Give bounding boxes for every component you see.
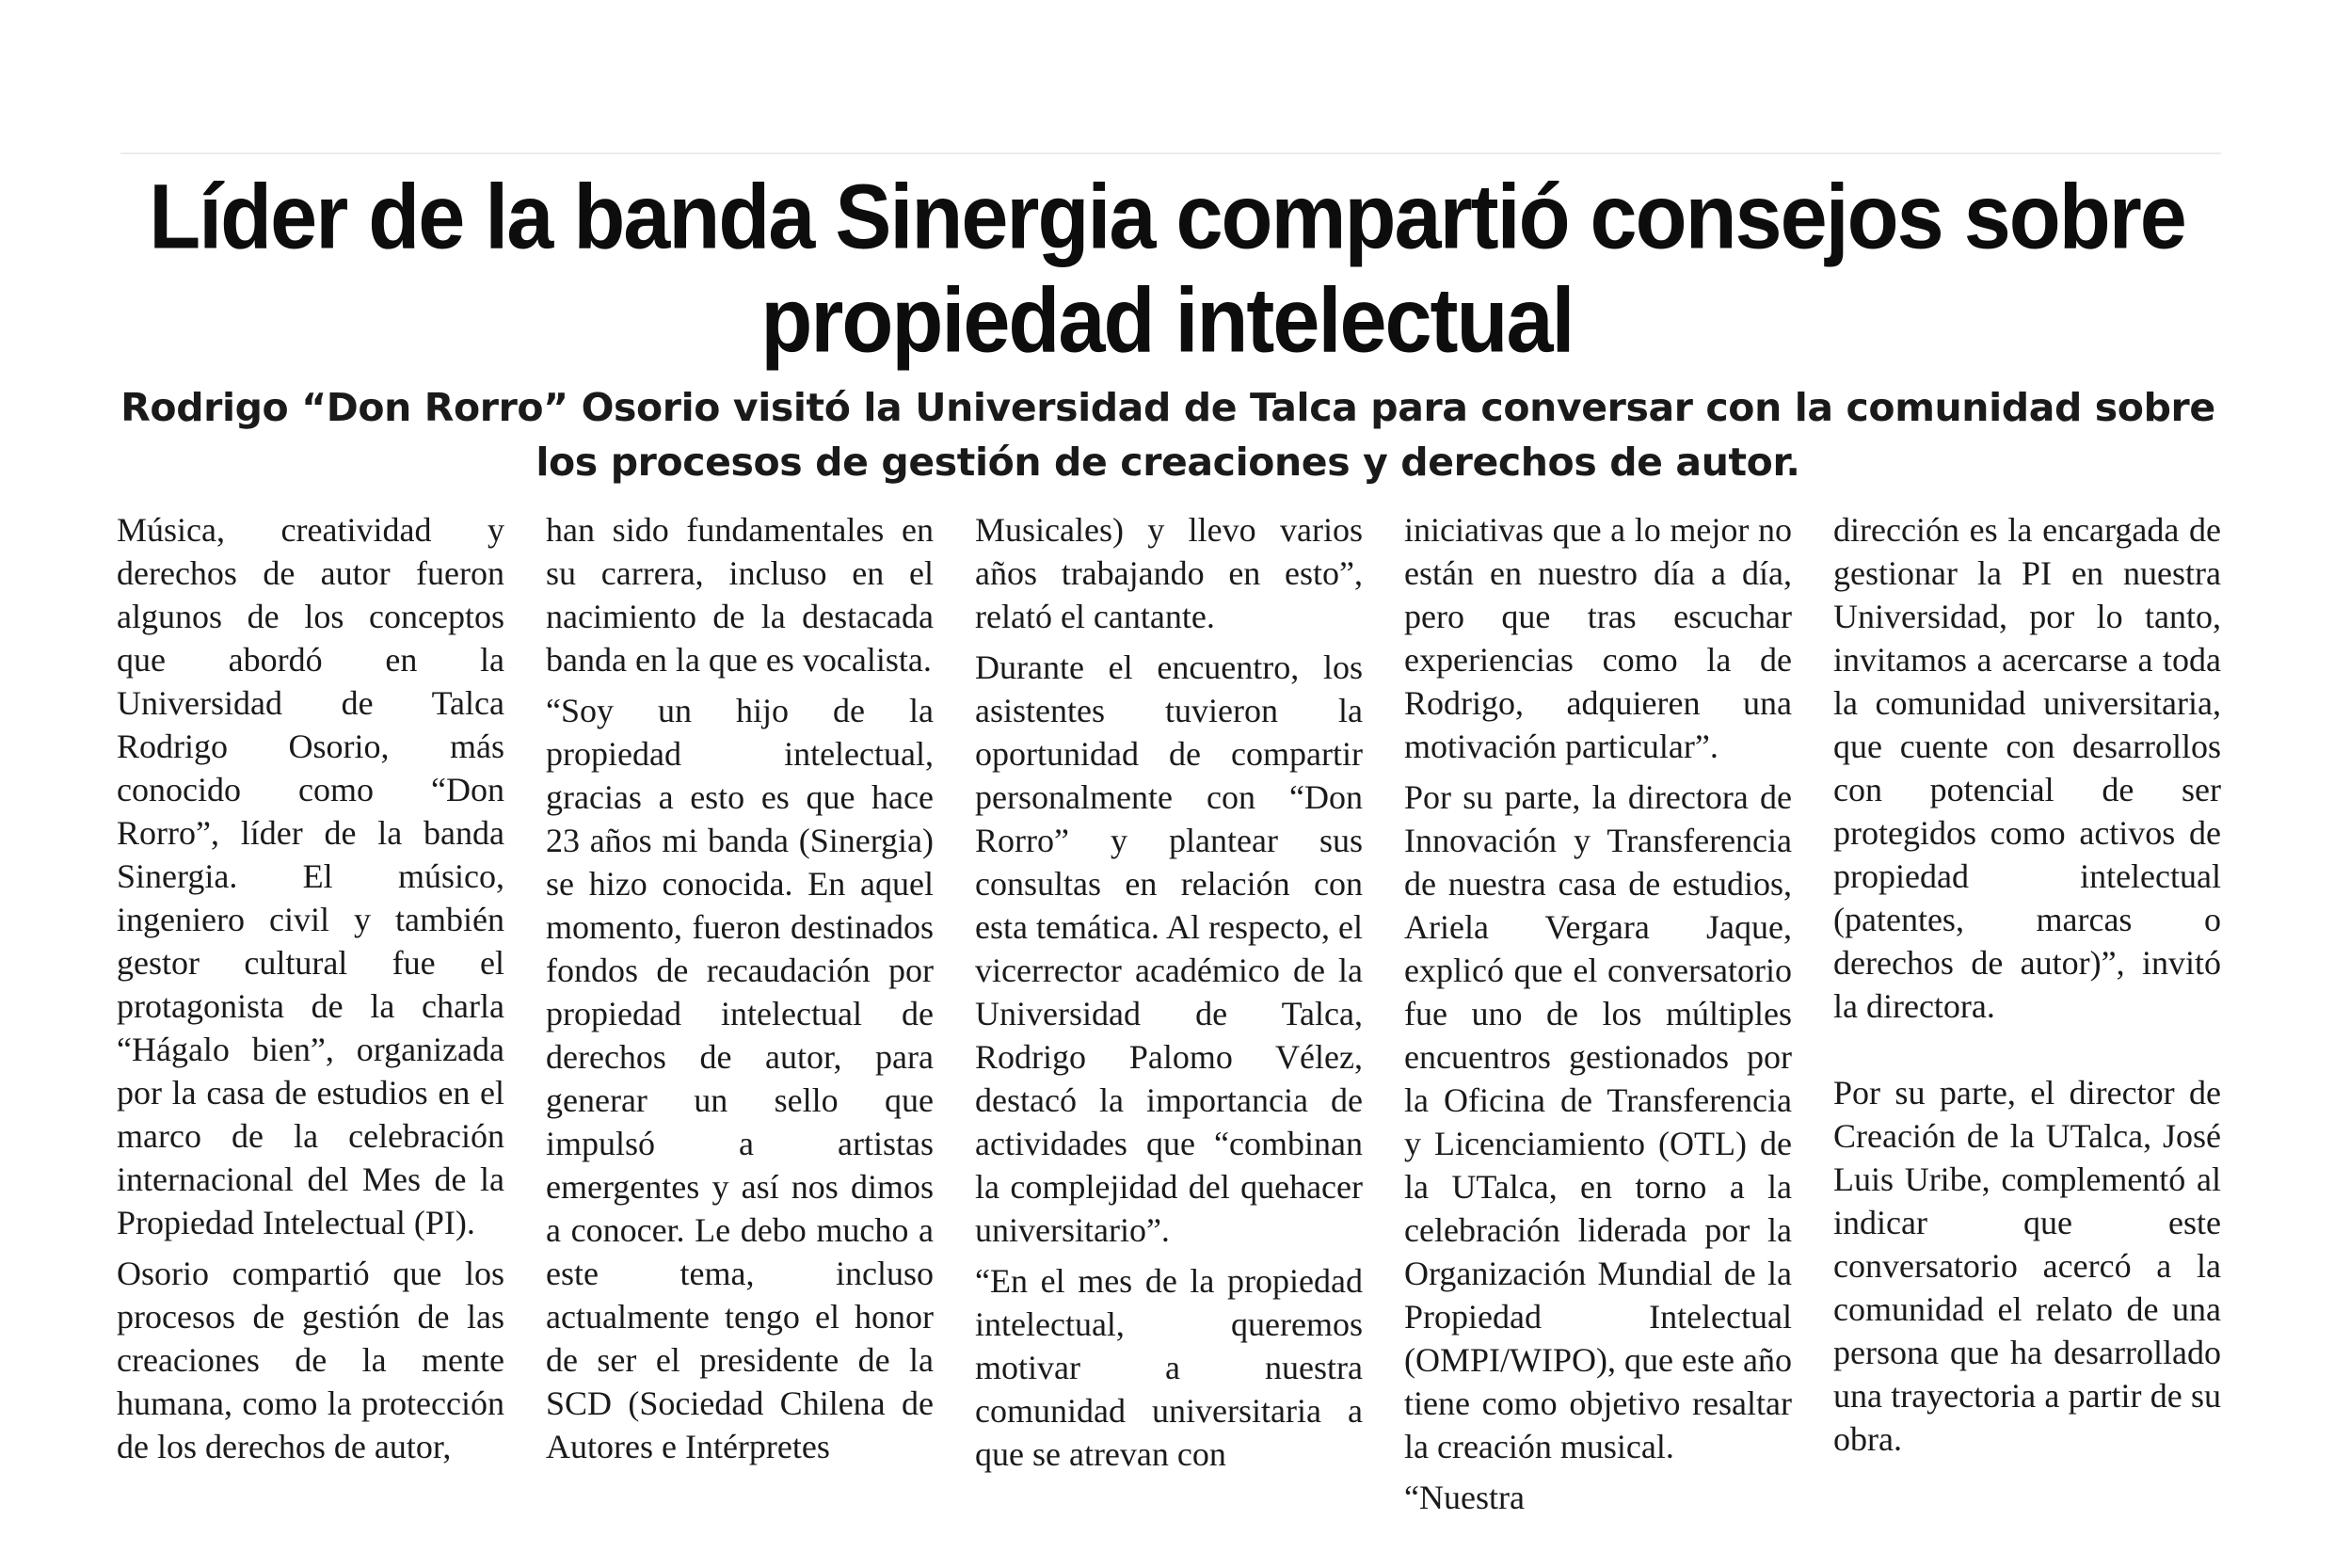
body-paragraph-part: “Soy un hijo de la propiedad intelectual, gracias a esto es que hace 23 años mi banda (Sinergia) se hizo conocida. En aquel momento, fueron destinados fondos de recaudación por propiedad intelectual de derechos de autor, para generar un sello que impulsó a artistas emergentes y así nos dimos a conocer. Le debo mucho a este tema, incluso actualmente tengo el honor de ser el presidente de la SCD (Sociedad Chilena de Autores e Intérpretes <box>546 692 934 1465</box>
body-paragraph-part: Osorio compartió que los procesos de gestión de las creaciones de la mente humana, como la protección de los derechos de autor, <box>117 1255 504 1465</box>
body-paragraph-part: Musicales) y llevo varios años trabajando en esto”, relató el cantante. <box>975 511 1363 635</box>
body-paragraph-part: iniciativas que a lo mejor no están en nuestro día a día, pero que tras escuchar experiencias como la de Rodrigo, adquieren una motivación particular”. <box>1404 511 1792 765</box>
column-1 <box>117 508 504 1476</box>
body-paragraph: Durante el encuentro, los asistentes tuvieron la oportunidad de compartir personalmente con “Don Rorro” y plantear sus consultas en relación con esta temática. Al respecto, el vicerrector académico de la Universidad de Talca, Rodrigo Palomo Vélez, destacó la importancia de actividades que “combinan la complejidad del quehacer universitario”. <box>975 648 1363 1249</box>
column-3 <box>975 508 1363 1483</box>
body-paragraph: Por su parte, la directora de Innovación y Transferencia de nuestra casa de estudios, Ariela Vergara Jaque, explicó que el conversatorio fue uno de los múltiples encuentros gestionados por la Oficina de Transferencia y Licenciamiento (OTL) de la UTalca, en torno a la celebración liderada por la Organización Mundial de la Propiedad Intelectual (OMPI/WIPO), que este año tiene como objetivo resaltar la creación musical. <box>1404 778 1792 1465</box>
body-paragraph: Música, creatividad y derechos de autor fueron algunos de los conceptos que abordó en la Universidad de Talca Rodrigo Osorio, más conocido como “Don Rorro”, líder de la banda Sinergia. El músico, ingeniero civil y también gestor cultural fue el protagonista de la charla “Hágalo bien”, organizada por la casa de estudios en el marco de la celebración internacional del Mes de la Propiedad Intelectual (PI). <box>117 511 504 1241</box>
article-body <box>117 508 2225 1516</box>
body-paragraph-part: dirección es la encargada de gestionar la PI en nuestra Universidad, por lo tanto, invitamos a acercarse a toda la comunidad universitaria, que cuente con desarrollos con potencial de ser protegidos como activos de propiedad intelectual (patentes, marcas o derechos de autor)”, invitó la directora. <box>1833 511 2221 1025</box>
body-paragraph-part: “En el mes de la propiedad intelectual, queremos motivar a nuestra comunidad universitaria a que se atrevan con <box>975 1262 1363 1473</box>
body-paragraph-part: “Nuestra <box>1404 1479 1525 1516</box>
deck-subtitle: Rodrigo “Don Rorro” Osorio visitó la Universidad de Talca para conversar con la comunidad sobre los procesos de gestión de creaciones y derechos de autor. <box>120 385 2215 485</box>
top-rule <box>120 152 2221 154</box>
headline: Líder de la banda Sinergia compartió consejos sobre propiedad intelectual <box>149 167 2185 373</box>
column-5 <box>1833 508 2221 1468</box>
body-paragraph-part: han sido fundamentales en su carrera, incluso en el nacimiento de la destacada banda en la que es vocalista. <box>546 511 934 679</box>
column-4 <box>1404 508 1792 1527</box>
column-2 <box>546 508 934 1476</box>
body-paragraph: Por su parte, el director de Creación de la UTalca, José Luis Uribe, complementó al indicar que este conversatorio acercó a la comunidad el relato de una persona que ha desarrollado una trayectoria a partir de su obra. <box>1833 1074 2221 1458</box>
